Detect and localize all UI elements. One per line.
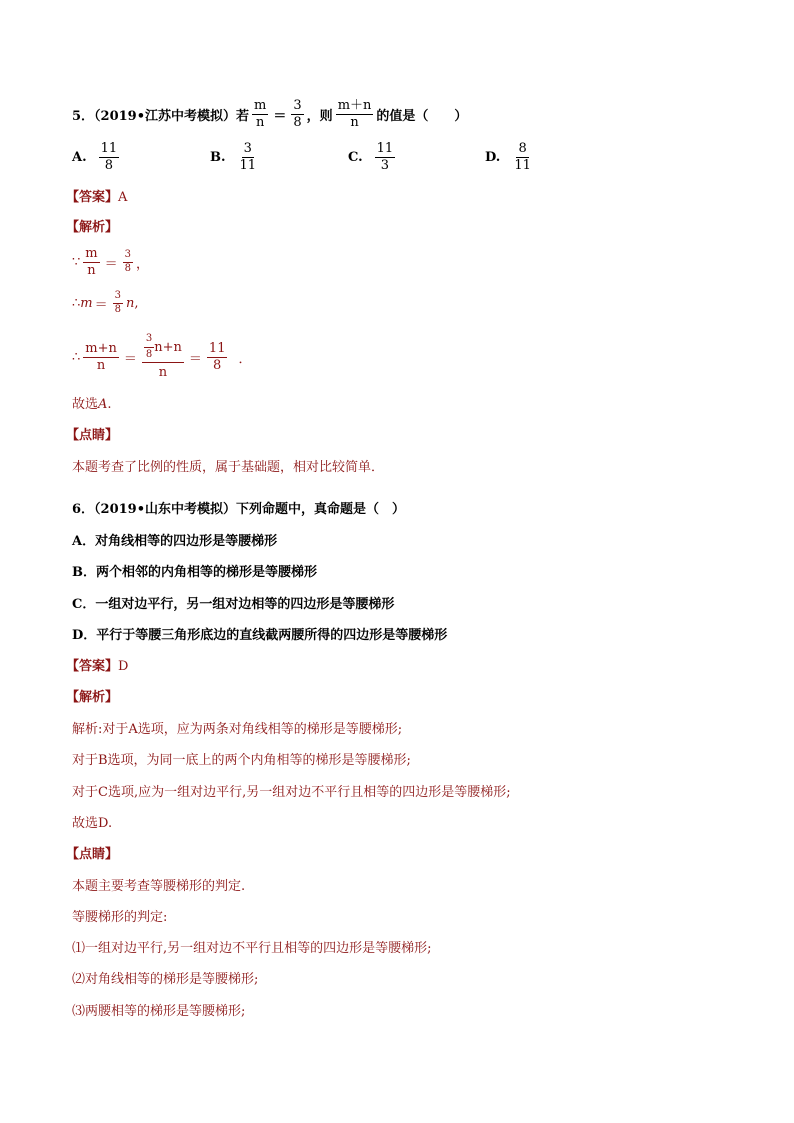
q6-comment-line: 等腰梯形的判定:	[72, 910, 168, 925]
q6-comment-label: 【点睛】	[66, 847, 119, 862]
q5-option-c: C. $\frac{11}{3}$	[348, 140, 394, 173]
q5-step-3-compound-fraction: $\frac{3}{8}$ n+n n	[142, 334, 184, 380]
q6-comment-line: ⑶两腰相等的梯形是等腰梯形;	[72, 1004, 246, 1019]
q5-target-fraction: $\frac{m+n}{n}$	[337, 97, 372, 130]
q6-stem: 6．（2019•山东中考模拟）下列命题中，真命题是（ ）	[72, 502, 406, 517]
q6-option-c: C．一组对边平行，另一组对边相等的四边形是等腰梯形	[72, 597, 395, 612]
q5-conclusion: 故选A.	[72, 397, 112, 412]
q5-stem: 5．（2019•江苏中考模拟）若 $\frac{m}{n}$ ＝ $\frac{3}{8}$ ，则 $\frac{m+n}{n}$ 的值是（ ）	[72, 97, 468, 130]
q6-option-b: B．两个相邻的内角相等的梯形是等腰梯形	[72, 565, 317, 580]
q5-option-b-fraction: $\frac{3}{11}$	[239, 140, 257, 173]
q5-option-b: B. $\frac{3}{11}$	[210, 140, 257, 173]
q6-analysis-label: 【解析】	[66, 690, 119, 705]
q5-step-3: ∴ $\frac{m+n}{n}$ ＝ $\frac{3}{8}$ n+n n ＝ $\frac{11}{8}$ ．	[72, 333, 252, 380]
q6-comment-line: ⑴一组对边平行,另一组对边不平行且相等的四边形是等腰梯形;	[72, 941, 432, 956]
q5-step-1-rhs-fraction: $\frac{3}{8}$	[124, 249, 131, 274]
q5-given-rhs-fraction: $\frac{3}{8}$	[293, 97, 302, 130]
q6-analysis-line: 解析:对于A选项，应为两条对角线相等的梯形是等腰梯形;	[72, 722, 403, 737]
q5-step-2-fraction: $\frac{3}{8}$	[114, 290, 121, 315]
q5-step-3-rhs-fraction: $\frac{11}{8}$	[208, 340, 226, 373]
q5-stem-suffix: 的值是（ ）	[376, 108, 468, 124]
q5-analysis-label: 【解析】	[66, 220, 119, 235]
q5-step-3-lhs-fraction: $\frac{m+n}{n}$	[85, 340, 117, 373]
q6-option-d: D．平行于等腰三角形底边的直线截两腰所得的四边形是等腰梯形	[72, 628, 448, 643]
q5-option-c-fraction: $\frac{11}{3}$	[376, 140, 394, 173]
q6-comment-line: ⑵对角线相等的梯形是等腰梯形;	[72, 972, 259, 987]
q5-step-1: ∵ $\frac{m}{n}$ ＝ $\frac{3}{8}$ ，	[72, 245, 150, 278]
q5-given-fraction: $\frac{m}{n}$	[254, 97, 267, 130]
q5-comment-label: 【点睛】	[66, 428, 119, 443]
q5-option-d: D. $\frac{8}{11}$	[485, 140, 531, 173]
q5-stem-prefix: 5．（2019•江苏中考模拟）若	[72, 108, 250, 124]
q5-step-1-lhs-fraction: $\frac{m}{n}$	[85, 245, 98, 278]
q6-analysis-line: 故选D.	[72, 816, 113, 831]
q5-comment-text: 本题考查了比例的性质，属于基础题，相对比较简单．	[72, 460, 385, 475]
q6-analysis-line: 对于C选项,应为一组对边平行,另一组对边不平行且相等的四边形是等腰梯形;	[72, 785, 511, 800]
q5-answer: 【答案】A	[66, 190, 128, 205]
q6-answer: 【答案】D	[66, 659, 129, 674]
q6-analysis-line: 对于B选项，为同一底上的两个内角相等的梯形是等腰梯形;	[72, 753, 411, 768]
q5-option-a-fraction: $\frac{11}{8}$	[100, 140, 118, 173]
q6-comment-line: 本题主要考查等腰梯形的判定.	[72, 879, 246, 894]
q6-option-a: A．对角线相等的四边形是等腰梯形	[72, 534, 278, 549]
q5-stem-mid: ，则	[306, 108, 333, 124]
q5-option-a: A. $\frac{11}{8}$	[72, 140, 118, 173]
q5-step-2: ∴ m ＝ $\frac{3}{8}$ n ,	[72, 290, 139, 315]
q5-option-d-fraction: $\frac{8}{11}$	[514, 140, 531, 173]
